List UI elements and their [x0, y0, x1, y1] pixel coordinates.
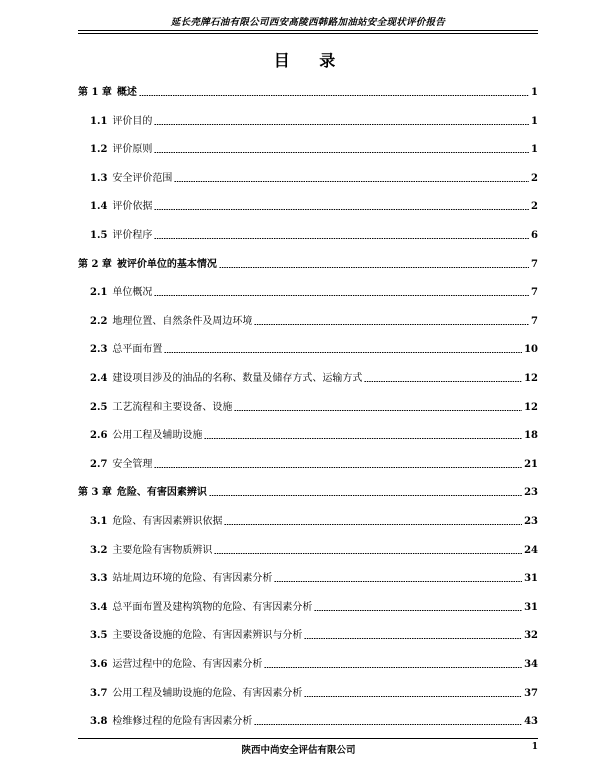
toc-entry-title: 主要设备设施的危险、有害因素辨识与分析 — [112, 630, 303, 642]
toc-entry-page: 7 — [531, 315, 538, 327]
toc-entry-number: 第 3 章 — [78, 487, 112, 499]
toc-entry-number: 2.6 — [90, 430, 108, 442]
toc-entry-page: 31 — [524, 601, 538, 613]
toc-entry-page: 37 — [524, 687, 538, 699]
toc-entry-page: 34 — [524, 659, 538, 670]
toc-entry-number: 第 2 章 — [78, 258, 112, 270]
toc-entry-page: 2 — [531, 172, 538, 184]
toc-entry-label — [78, 86, 137, 100]
toc-section-row[interactable] — [90, 200, 538, 214]
header-rule-thin — [78, 33, 538, 34]
toc-entry-label — [90, 629, 302, 643]
toc-entry-label — [90, 544, 212, 558]
footer-company: 陕西中尚安全评估有限公司 — [241, 745, 356, 756]
toc-entry-number: 3.8 — [90, 716, 108, 728]
toc-section-row[interactable] — [90, 544, 538, 558]
toc-entry-page: 18 — [524, 430, 538, 442]
toc-entry-page: 1 — [531, 144, 538, 156]
toc-entry-label — [90, 429, 202, 443]
toc-entry-title: 评价目的 — [112, 115, 153, 127]
toc-entry-number: 2.2 — [90, 315, 108, 327]
toc-leader-dots — [274, 580, 522, 583]
toc-leader-dots — [254, 323, 529, 326]
toc-entry-number: 2.5 — [90, 401, 108, 413]
toc-entry-page: 1 — [531, 115, 538, 127]
toc-entry-label — [90, 200, 152, 214]
toc-leader-dots — [264, 666, 522, 669]
toc-section-row[interactable] — [90, 658, 538, 672]
toc-section-row[interactable] — [90, 143, 538, 157]
toc-entry-label — [90, 715, 252, 729]
toc-leader-dots — [154, 208, 529, 211]
toc-entry-title: 运营过程中的危险、有害因素分析 — [112, 659, 263, 670]
toc-entry-number: 3.3 — [90, 573, 108, 585]
toc-section-row[interactable] — [90, 458, 538, 472]
toc-entry-page: 31 — [524, 573, 538, 585]
toc-entry-title: 单位概况 — [112, 287, 153, 299]
toc-entry-label — [90, 658, 262, 672]
toc-entry-page: 7 — [531, 287, 538, 299]
toc-entry-number: 1.5 — [90, 230, 108, 241]
toc-leader-dots — [304, 695, 522, 698]
toc-chapter-row[interactable] — [78, 86, 538, 100]
toc-entry-label — [78, 258, 217, 272]
toc-leader-dots — [224, 523, 522, 526]
toc-chapter-row[interactable] — [78, 486, 538, 500]
toc-section-row[interactable] — [90, 515, 538, 529]
toc-entry-number: 1.2 — [90, 144, 108, 156]
toc-entry-label — [78, 486, 207, 500]
toc-entry-label — [90, 372, 362, 386]
toc-leader-dots — [204, 437, 522, 440]
toc-entry-title: 建设项目涉及的油品的名称、数量及储存方式、运输方式 — [112, 373, 363, 384]
toc-entry-number: 3.5 — [90, 630, 108, 642]
toc-leader-dots — [304, 637, 522, 640]
toc-entry-page: 43 — [524, 716, 538, 728]
toc-leader-dots — [214, 552, 522, 555]
toc-entry-title: 检维修过程的危险有害因素分析 — [112, 716, 253, 728]
toc-entry-label — [90, 115, 152, 129]
toc-leader-dots — [154, 294, 529, 297]
toc-leader-dots — [154, 151, 529, 154]
toc-entry-page: 6 — [531, 230, 538, 241]
toc-entry-title: 公用工程及辅助设施 — [112, 430, 203, 442]
toc-entry-title: 危险、有害因素辨识依据 — [112, 516, 223, 527]
toc-leader-dots — [314, 609, 522, 612]
running-header: 延长壳牌石油有限公司西安高陵西韩路加油站安全现状评价报告 — [170, 17, 446, 28]
toc-entry-label — [90, 687, 302, 701]
toc-entry-number: 1.4 — [90, 201, 108, 213]
toc-leader-dots — [174, 180, 529, 183]
toc-leader-dots — [154, 123, 529, 126]
toc-entry-label — [90, 572, 272, 586]
toc-entry-number: 1.1 — [90, 115, 108, 127]
toc-entry-label — [90, 229, 152, 243]
toc-section-row[interactable] — [90, 315, 538, 329]
toc-entry-page: 24 — [524, 544, 538, 556]
footer-page-number: 1 — [531, 742, 538, 752]
toc-entry-label — [90, 458, 152, 472]
toc-entry-title: 安全评价范围 — [112, 172, 173, 184]
toc-leader-dots — [209, 494, 522, 497]
toc-entry-number: 3.4 — [90, 601, 108, 613]
toc-entry-title: 评价原则 — [112, 144, 153, 156]
toc-entry-label — [90, 515, 222, 529]
toc-entry-title: 站址周边环境的危险、有害因素分析 — [112, 573, 273, 585]
toc-entry-page: 12 — [524, 373, 538, 384]
toc-entry-label — [90, 172, 172, 186]
toc-entry-page: 32 — [524, 630, 538, 642]
toc-entry-label — [90, 343, 162, 357]
footer-rule — [78, 738, 538, 739]
toc-entry-number: 2.7 — [90, 458, 108, 470]
toc-entry-number: 3.7 — [90, 687, 108, 699]
toc-entry-number: 2.1 — [90, 287, 108, 299]
toc-section-row[interactable] — [90, 229, 538, 243]
toc-entry-label — [90, 315, 252, 329]
toc-entry-page: 1 — [531, 87, 538, 98]
toc-entry-number: 2.3 — [90, 344, 108, 356]
toc-entry-title: 被评价单位的基本情况 — [116, 258, 217, 270]
toc-leader-dots — [234, 409, 522, 412]
toc-section-row[interactable] — [90, 372, 538, 386]
toc-entry-page: 7 — [531, 258, 538, 270]
toc-entry-title: 主要危险有害物质辨识 — [112, 544, 213, 556]
toc-entry-title: 公用工程及辅助设施的危险、有害因素分析 — [112, 687, 303, 699]
page-title: 目 录 — [273, 51, 348, 70]
toc-entry-label — [90, 286, 152, 300]
toc-entry-title: 危险、有害因素辨识 — [116, 487, 207, 499]
toc-entry-title: 总平面布置及建构筑物的危险、有害因素分析 — [112, 601, 313, 613]
toc-section-row[interactable] — [90, 343, 538, 357]
toc-section-row[interactable] — [90, 115, 538, 129]
toc-section-row[interactable] — [90, 286, 538, 300]
toc-entry-title: 地理位置、自然条件及周边环境 — [112, 315, 253, 327]
toc-entry-page: 23 — [524, 487, 538, 499]
toc-entry-page: 23 — [524, 516, 538, 527]
toc-leader-dots — [364, 380, 522, 383]
toc-leader-dots — [219, 266, 529, 269]
toc-entry-number: 3.1 — [90, 516, 108, 527]
toc-entry-number: 3.2 — [90, 544, 108, 556]
toc-leader-dots — [154, 237, 529, 240]
toc-section-row[interactable] — [90, 687, 538, 701]
toc-section-row[interactable] — [90, 629, 538, 643]
toc-entry-label — [90, 401, 232, 415]
toc-entry-number: 1.3 — [90, 172, 108, 184]
toc-chapter-row[interactable] — [78, 258, 538, 272]
toc-entry-title: 评价依据 — [112, 201, 153, 213]
toc-entry-title: 概述 — [116, 87, 137, 98]
toc-section-row[interactable] — [90, 572, 538, 586]
toc-entry-number: 3.6 — [90, 659, 108, 670]
toc-section-row[interactable] — [90, 429, 538, 443]
toc-leader-dots — [164, 351, 522, 354]
toc-entry-page: 12 — [524, 401, 538, 413]
toc-entry-page: 21 — [524, 458, 538, 470]
toc-entry-title: 评价程序 — [112, 230, 153, 241]
toc-leader-dots — [139, 94, 529, 97]
toc-entry-number: 第 1 章 — [78, 87, 112, 98]
toc-entry-title: 工艺流程和主要设备、设施 — [112, 401, 233, 413]
toc-entry-page: 2 — [531, 201, 538, 213]
toc-section-row[interactable] — [90, 172, 538, 186]
toc-entry-page: 10 — [524, 344, 538, 356]
toc-section-row[interactable] — [90, 601, 538, 615]
toc-leader-dots — [154, 466, 522, 469]
toc-section-row[interactable] — [90, 715, 538, 729]
toc-entry-label — [90, 601, 312, 615]
toc-entry-title: 总平面布置 — [112, 344, 163, 356]
toc-entry-title: 安全管理 — [112, 458, 153, 470]
toc-entry-label — [90, 143, 152, 157]
toc-leader-dots — [254, 723, 522, 726]
toc-section-row[interactable] — [90, 401, 538, 415]
toc-entry-number: 2.4 — [90, 373, 108, 384]
header-rule-thick — [78, 30, 538, 31]
